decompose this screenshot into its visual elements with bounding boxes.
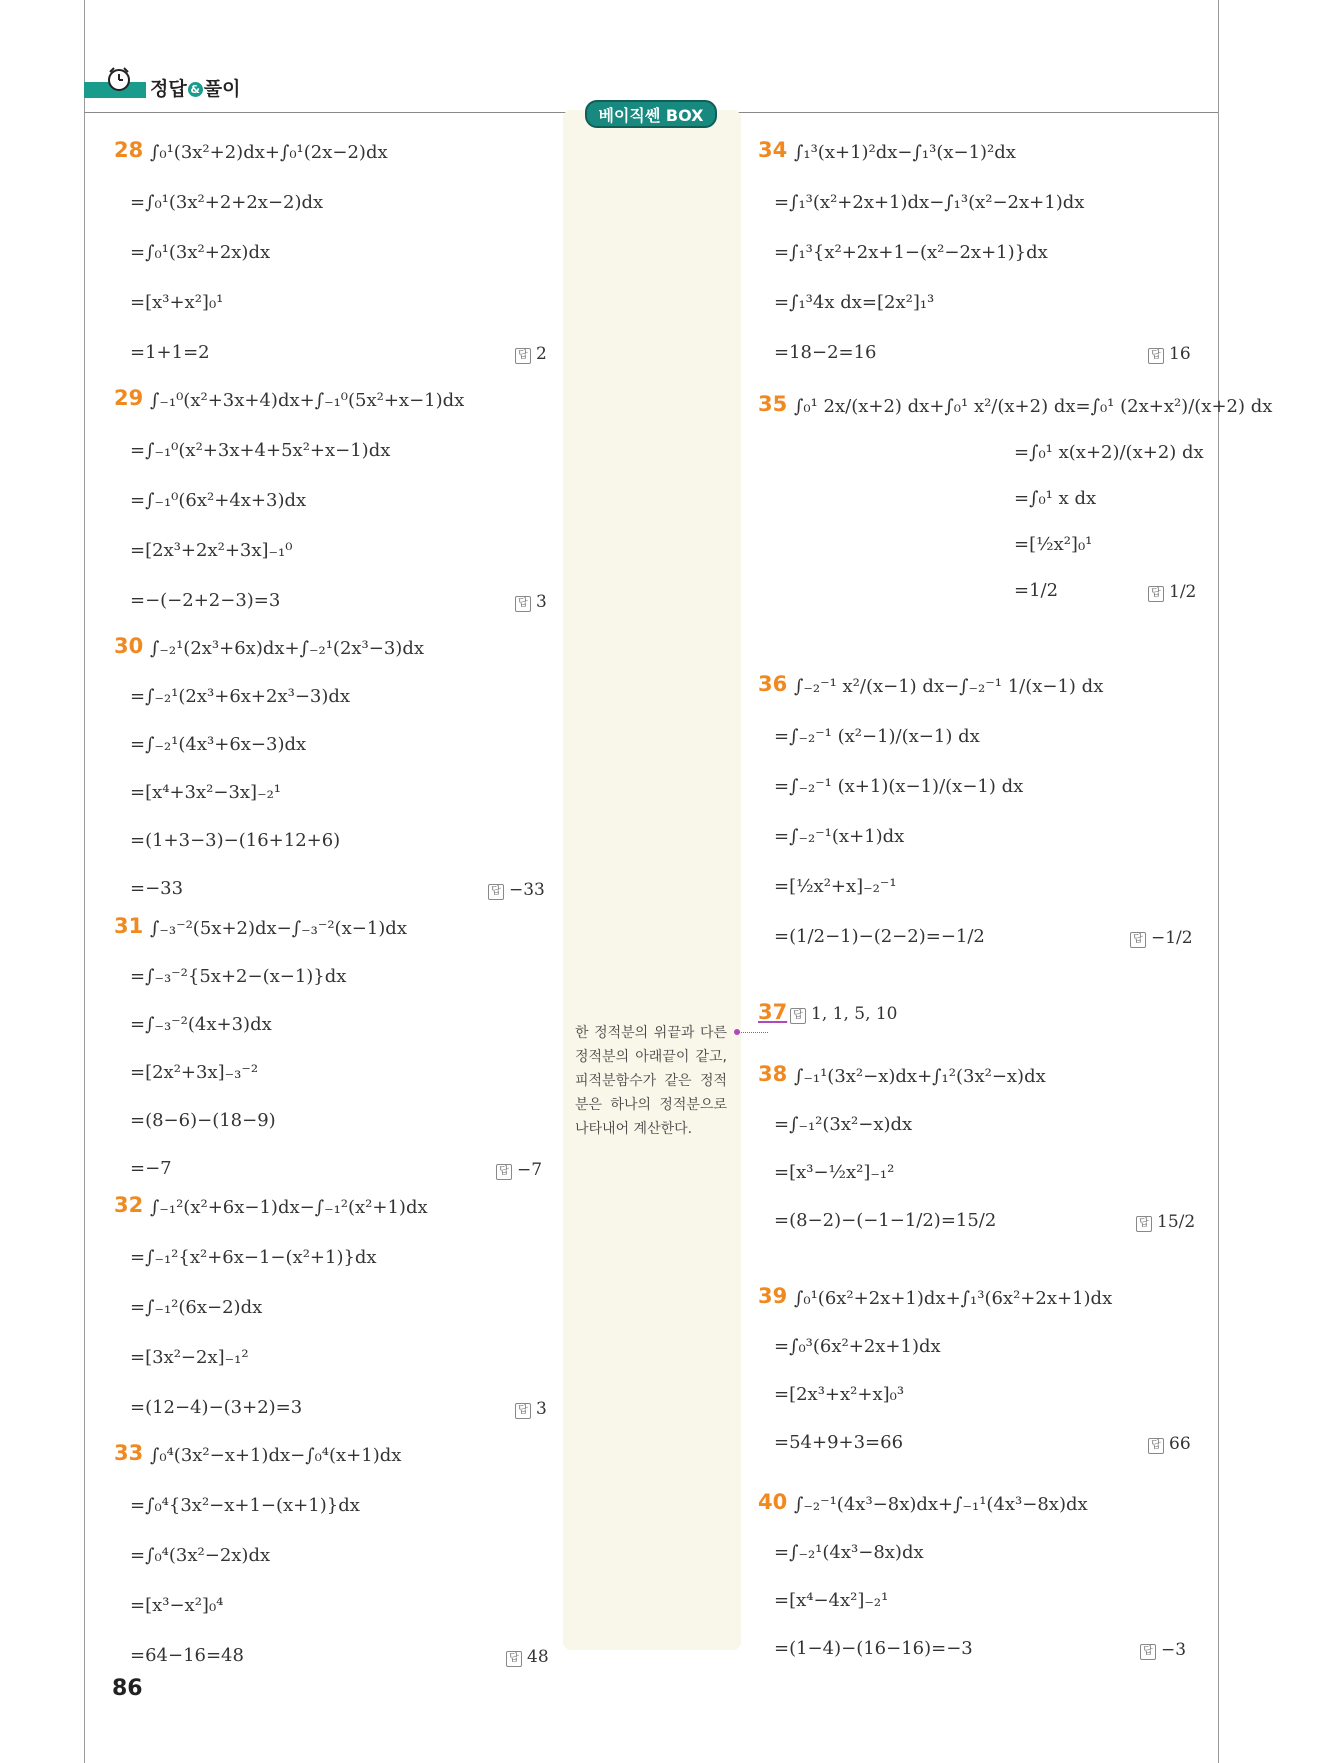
answer [506,1647,549,1667]
page-border-left [84,0,85,1763]
solution-line: ∫₋₁⁰(x²+3x+4)dx+∫₋₁⁰(5x²+x−1)dx [150,390,465,411]
answer [1148,582,1196,602]
header-title-b: 풀이 [203,78,241,100]
answer-mark-icon: 답 [488,884,504,900]
answer-mark-icon: 답 [1140,1644,1156,1660]
solution-line: =∫₀¹ x(x+2)/(x+2) dx [1014,442,1204,463]
answer-value: −3 [1161,1640,1187,1660]
problem-number: 35 [758,392,788,416]
solution-line: =−(−2+2−3)=3 [130,590,281,611]
answer [515,1399,547,1419]
answer-mark-icon: 답 [1148,348,1164,364]
header-title [150,74,240,101]
answer-value: −33 [509,880,545,900]
header-title-amp: & [188,82,203,97]
solution-line: ∫₋₁¹(3x²−x)dx+∫₁²(3x²−x)dx [794,1066,1046,1087]
solution-line: =∫₀⁴{3x²−x+1−(x+1)}dx [130,1495,360,1516]
header-title-a: 정답 [150,78,187,100]
answer [1140,1640,1186,1660]
problem-number: 37 [758,1000,788,1024]
answer-value: 2 [536,344,547,364]
solution-line: =[3x²−2x]₋₁² [130,1347,249,1368]
solution-line: =1+1=2 [130,342,210,363]
solution-line: =54+9+3=66 [774,1432,904,1453]
solution-line: ∫₋₂⁻¹ x²/(x−1) dx−∫₋₂⁻¹ 1/(x−1) dx [794,676,1104,697]
solution-line: =[½x²+x]₋₂⁻¹ [774,876,897,897]
basic-box-label: 베이직쎈 BOX [585,100,717,128]
answer-mark-icon: 답 [1148,1438,1164,1454]
solution-line: =[x⁴−4x²]₋₂¹ [774,1590,889,1611]
solution-line: =18−2=16 [774,342,877,363]
problem-number: 30 [114,634,144,658]
solution-line: ∫₋₃⁻²(5x+2)dx−∫₋₃⁻²(x−1)dx [150,918,407,939]
solution-line: =(1+3−3)−(16+12+6) [130,830,341,851]
solution-line: =∫₁³{x²+2x+1−(x²−2x+1)}dx [774,242,1048,263]
solution-line: =(8−2)−(−1−1/2)=15/2 [774,1210,997,1231]
solution-line: =(8−6)−(18−9) [130,1110,276,1131]
solution-line: ∫₀¹(3x²+2)dx+∫₀¹(2x−2)dx [150,142,388,163]
answer [1136,1212,1195,1232]
problem-number: 28 [114,138,144,162]
solution-line: =64−16=48 [130,1645,244,1666]
basic-box-note: 한 정적분의 위끝과 다른 정적분의 아래끝이 같고, 피적분함수가 같은 정적분은 하나의 정적분으로 나타내어 계산한다. [575,1025,727,1137]
problem-number: 36 [758,672,788,696]
solution-line: =∫₋₁²(3x²−x)dx [774,1114,913,1135]
problem-number: 38 [758,1062,788,1086]
solution-line: =∫₀¹(3x²+2x)dx [130,242,271,263]
problem-number: 33 [114,1441,144,1465]
solution-line: =∫₋₂⁻¹ (x+1)(x−1)/(x−1) dx [774,776,1024,797]
solution-line: =∫₋₃⁻²{5x+2−(x−1)}dx [130,966,347,987]
solution-line: =[x³−x²]₀⁴ [130,1595,224,1616]
answer-mark-icon: 답 [496,1164,512,1180]
answer-mark-icon: 답 [1136,1216,1152,1232]
solution-line: =∫₋₂⁻¹ (x²−1)/(x−1) dx [774,726,980,747]
answer-value: 3 [536,1399,547,1419]
answer-value: −7 [517,1160,543,1180]
answer-value: 3 [536,592,547,612]
answer [515,344,547,364]
solution-line: =[x³−½x²]₋₁² [774,1162,895,1183]
answer-mark-icon: 답 [506,1651,522,1667]
solution-line: =−7 [130,1158,172,1179]
answer-value: 66 [1169,1434,1191,1454]
answer-mark-icon: 답 [515,1403,531,1419]
solution-line: =[x³+x²]₀¹ [130,292,224,313]
answer-value: −1/2 [1151,928,1193,948]
problem-number: 31 [114,914,144,938]
solution-line: =∫₀³(6x²+2x+1)dx [774,1336,941,1357]
solution-line: ∫₋₁²(x²+6x−1)dx−∫₋₁²(x²+1)dx [150,1197,428,1218]
answer-value: 48 [527,1647,549,1667]
solution-line: =∫₀¹ x dx [1014,488,1097,509]
solution-line: =∫₋₃⁻²(4x+3)dx [130,1014,272,1035]
page-number: 86 [112,1676,143,1701]
alarm-clock-icon [106,66,132,92]
answer-mark-icon: 답 [515,596,531,612]
solution-line: =∫₋₁⁰(6x²+4x+3)dx [130,490,307,511]
solution-line: =∫₋₁²(6x−2)dx [130,1297,263,1318]
answer-value: 1/2 [1169,582,1197,602]
problem-number: 39 [758,1284,788,1308]
answer [496,1160,542,1180]
answer [1130,928,1193,948]
answer [1148,1434,1191,1454]
solution-line: =∫₋₂⁻¹(x+1)dx [774,826,905,847]
solution-line: ∫₋₂¹(2x³+6x)dx+∫₋₂¹(2x³−3)dx [150,638,424,659]
solution-line: ∫₀⁴(3x²−x+1)dx−∫₀⁴(x+1)dx [150,1445,402,1466]
solution-line: =∫₋₂¹(2x³+6x+2x³−3)dx [130,686,351,707]
solution-line: =∫₋₂¹(4x³−8x)dx [774,1542,924,1563]
solution-line: =[x⁴+3x²−3x]₋₂¹ [130,782,282,803]
answer [1148,344,1191,364]
solution-line: =∫₋₂¹(4x³+6x−3)dx [130,734,307,755]
problem-number: 29 [114,386,144,410]
solution-line: =(12−4)−(3+2)=3 [130,1397,303,1418]
answer-value: 15/2 [1157,1212,1196,1232]
solution-line: =∫₋₁²{x²+6x−1−(x²+1)}dx [130,1247,377,1268]
solution-line: =−33 [130,878,184,899]
solution-line: ∫₁³(x+1)²dx−∫₁³(x−1)²dx [794,142,1016,163]
solution-line: =∫₁³4x dx=[2x²]₁³ [774,292,935,313]
answer-mark-icon: 답 [515,348,531,364]
solution-line: =∫₀¹(3x²+2+2x−2)dx [130,192,324,213]
answer-mark-icon: 답 [1148,586,1164,602]
solution-line: =1/2 [1014,580,1059,601]
solution-line: =∫₋₁⁰(x²+3x+4+5x²+x−1)dx [130,440,391,461]
note-pointer [738,1032,768,1033]
page-border-right [1218,0,1219,1763]
solution-line: =[2x³+2x²+3x]₋₁⁰ [130,540,293,561]
solution-line: =∫₀⁴(3x²−2x)dx [130,1545,271,1566]
solution-line: =[2x³+x²+x]₀³ [774,1384,905,1405]
answer-value: 1, 1, 5, 10 [811,1004,898,1024]
basic-box-column [563,110,741,1650]
solution-line: ∫₀¹ 2x/(x+2) dx+∫₀¹ x²/(x+2) dx=∫₀¹ (2x+x²)/(x+2) dx [794,396,1273,417]
answer-mark-icon: 답 [1130,932,1146,948]
solution-line: =(1−4)−(16−16)=−3 [774,1638,973,1659]
problem-number: 34 [758,138,788,162]
answer-value: 16 [1169,344,1191,364]
problem-number: 32 [114,1193,144,1217]
solution-line: =[2x²+3x]₋₃⁻² [130,1062,259,1083]
answer [488,880,545,900]
solution-line: =[½x²]₀¹ [1014,534,1093,555]
solution-line: =(1/2−1)−(2−2)=−1/2 [774,926,985,947]
solution-line: ∫₀¹(6x²+2x+1)dx+∫₁³(6x²+2x+1)dx [794,1288,1113,1309]
solution-line: ∫₋₂⁻¹(4x³−8x)dx+∫₋₁¹(4x³−8x)dx [794,1494,1088,1515]
problem-number: 40 [758,1490,788,1514]
answer [790,1004,898,1024]
solution-line: =∫₁³(x²+2x+1)dx−∫₁³(x²−2x+1)dx [774,192,1085,213]
answer [515,592,547,612]
answer-mark-icon: 답 [790,1008,806,1024]
